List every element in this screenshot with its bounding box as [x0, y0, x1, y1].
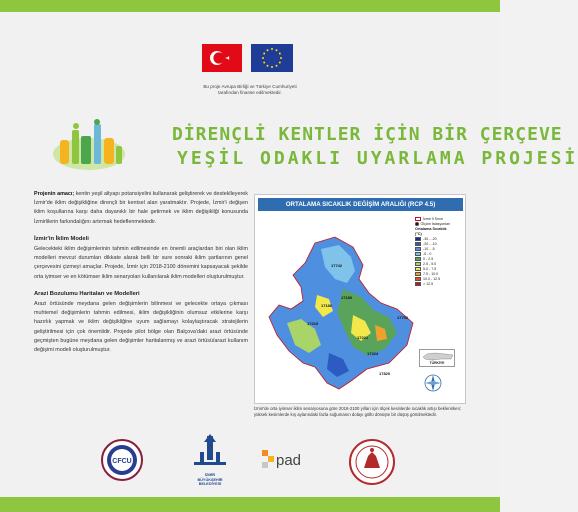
section1-paragraph: Gelecekteki iklim değişimlerinin tahmin edilmesinde en önemli araçlardan biri olan iklim modelleri mevcut durumları dikkate alarak belli bir sure sonraki iklim şartlarının genel çerçevesini çizmeyi amaçlar. Projede, İzmir için 2018-2100 dönemini kapsayacak şekilde orta iyimser ve en kötümser iklim senaryoları kullanılarak iklim modelleri oluşturulmuştur.	[34, 246, 248, 280]
title-line-2: YEŞİL ODAKLI UYARLAMA PROJESİ	[177, 148, 578, 169]
izmir-line2: BÜYÜKŞEHİR	[197, 477, 223, 482]
legend-swatch	[415, 237, 421, 241]
pad-logo-icon	[260, 446, 310, 472]
partner-logos	[90, 430, 420, 488]
station-label: 17221	[357, 335, 369, 340]
station-label: 17224	[367, 351, 379, 356]
legend-swatch	[415, 282, 421, 286]
legend-title: Ortalama Sıcaklık	[415, 227, 447, 231]
legend-swatch	[415, 257, 421, 261]
intro-text: kentin yeşil altyapı potansiyelini kullanarak geliştirerek ve desteklleyerek İzmir'de iklim değişikliğine dirençli bir kentsel alan yaratmaktır. Projede, İzmir'i değişen iklim koşullarına karşı daha dayanıklı bir hale getirmek ve iklim değişikliği konusunda İzmirlilerin farkındalığını artırmak hedeflenmektedir.	[34, 191, 248, 225]
legend-swatch	[415, 247, 421, 251]
turkey-inset-map	[419, 349, 455, 367]
governorship-seal-icon	[348, 438, 396, 486]
legend-item-label: 2.5 - 5.0	[423, 262, 437, 266]
cfcu-label: CFCU	[112, 458, 132, 465]
station-label: 17219	[307, 321, 319, 326]
legend-item-label: -20 - -10	[423, 242, 437, 246]
legend-swatch	[415, 267, 421, 271]
izmir-line1: İZMİR	[204, 473, 216, 477]
legend-item-label: 7.5 - 10.0	[423, 272, 439, 276]
legend-item	[415, 282, 461, 287]
cfcu-logo-icon	[100, 438, 144, 482]
legend-swatch	[415, 272, 421, 276]
station-label: 17792	[397, 315, 409, 320]
inset-label: TÜRKİYE	[429, 361, 445, 365]
body-text-column	[34, 190, 248, 363]
station-label: 17180	[341, 295, 353, 300]
map-legend	[415, 217, 461, 287]
station-label: 17820	[379, 371, 391, 376]
legend-swatch	[415, 277, 421, 281]
intro-bold: Projenin amacı;	[34, 191, 75, 197]
legend-item-label: -5 - 0	[423, 252, 432, 256]
funding-disclaimer	[170, 84, 330, 96]
legend-item-label: 0 - 2.5	[423, 257, 434, 261]
station-label: 17186	[321, 303, 333, 308]
station-label: 17742	[331, 263, 343, 268]
legend-boundary-label: İzmir İl Sınırı	[423, 217, 444, 221]
pad-label: pad	[276, 452, 302, 469]
project-title-block	[44, 112, 578, 174]
legend-item-label: -10 - -5	[423, 247, 435, 251]
section2-paragraph: Arazi örtüsünde meydana gelen değişimlerin bilinmesi ve gelecekte ortaya çıkması muhtemel değişimlerin tahmin edilmesi, iklim değişikliğinin olumsuz etkilerine karşı hazırlık yapmak ve iklim değişikliğine uyum sağlamayı kolaylaştıracak stratejilerin geliştirilmesi için çok önemlidir. Projede pilot bölge olan Balçova'daki arazi örtüsünde geçmişten bugüne meydana gelen değişimler haritalanmış ve arazi örtüsü/arazi kullanım değişimi modeli oluşturulmuştur.	[34, 301, 248, 354]
station-swatch	[415, 222, 419, 226]
disclaimer-line2: tarafından finanse edilmektedir.	[218, 90, 282, 95]
legend-unit: (°C)	[415, 232, 422, 236]
legend-swatch	[415, 252, 421, 256]
section2-heading: Arazi Bozulumu Haritaları ve Modelleri	[34, 290, 140, 297]
map-graphic	[257, 213, 417, 403]
north-arrow-icon	[423, 373, 443, 393]
map-caption: İzmir'de orta iyimser iklim senaryosuna göre 2018-2100 yılları için ölçek kesinlerde sıcaklık artışı beklenirken; yüksek kesimlerde kış aylarındaki fazla soğumanın dolayı göllü dönüşte bir düşüş görülmektedir.	[254, 406, 462, 417]
legend-item-label: 5.0 - 7.5	[423, 267, 437, 271]
izmir-line3: BELEDİYESİ	[198, 482, 222, 487]
legend-items	[415, 237, 461, 287]
title-line-1: DİRENÇLİ KENTLER İÇİN BİR ÇERÇEVE	[172, 124, 563, 145]
eu-flag-icon	[251, 44, 293, 72]
boundary-swatch	[415, 217, 421, 221]
legend-swatch	[415, 262, 421, 266]
turkey-outline-icon	[421, 351, 455, 361]
intro-paragraph	[34, 190, 248, 227]
turkey-flag-icon	[202, 44, 242, 72]
map-title: ORTALAMA SICAKLIK DEĞİŞİM ARALIĞI (RCP 4.5)	[258, 198, 463, 211]
legend-item-label: 10.0 - 12.5	[423, 277, 441, 281]
legend-stations-label: Ölçüm İstasyonları	[420, 222, 451, 226]
city-skyline-logo-icon	[50, 116, 128, 172]
temperature-map	[254, 194, 466, 404]
legend-swatch	[415, 242, 421, 246]
top-green-band	[0, 0, 500, 12]
disclaimer-line1: Bu proje Avrupa Birliği ve Türkiye Cumhuriyeti	[203, 84, 297, 89]
izmir-municipality-logo-icon	[188, 434, 232, 487]
legend-item-label: -30 - -20	[423, 237, 437, 241]
section1-heading: İzmir'in İklim Modeli	[34, 235, 89, 242]
bottom-green-band	[0, 497, 500, 512]
legend-item-label: > 12.5	[423, 282, 434, 286]
